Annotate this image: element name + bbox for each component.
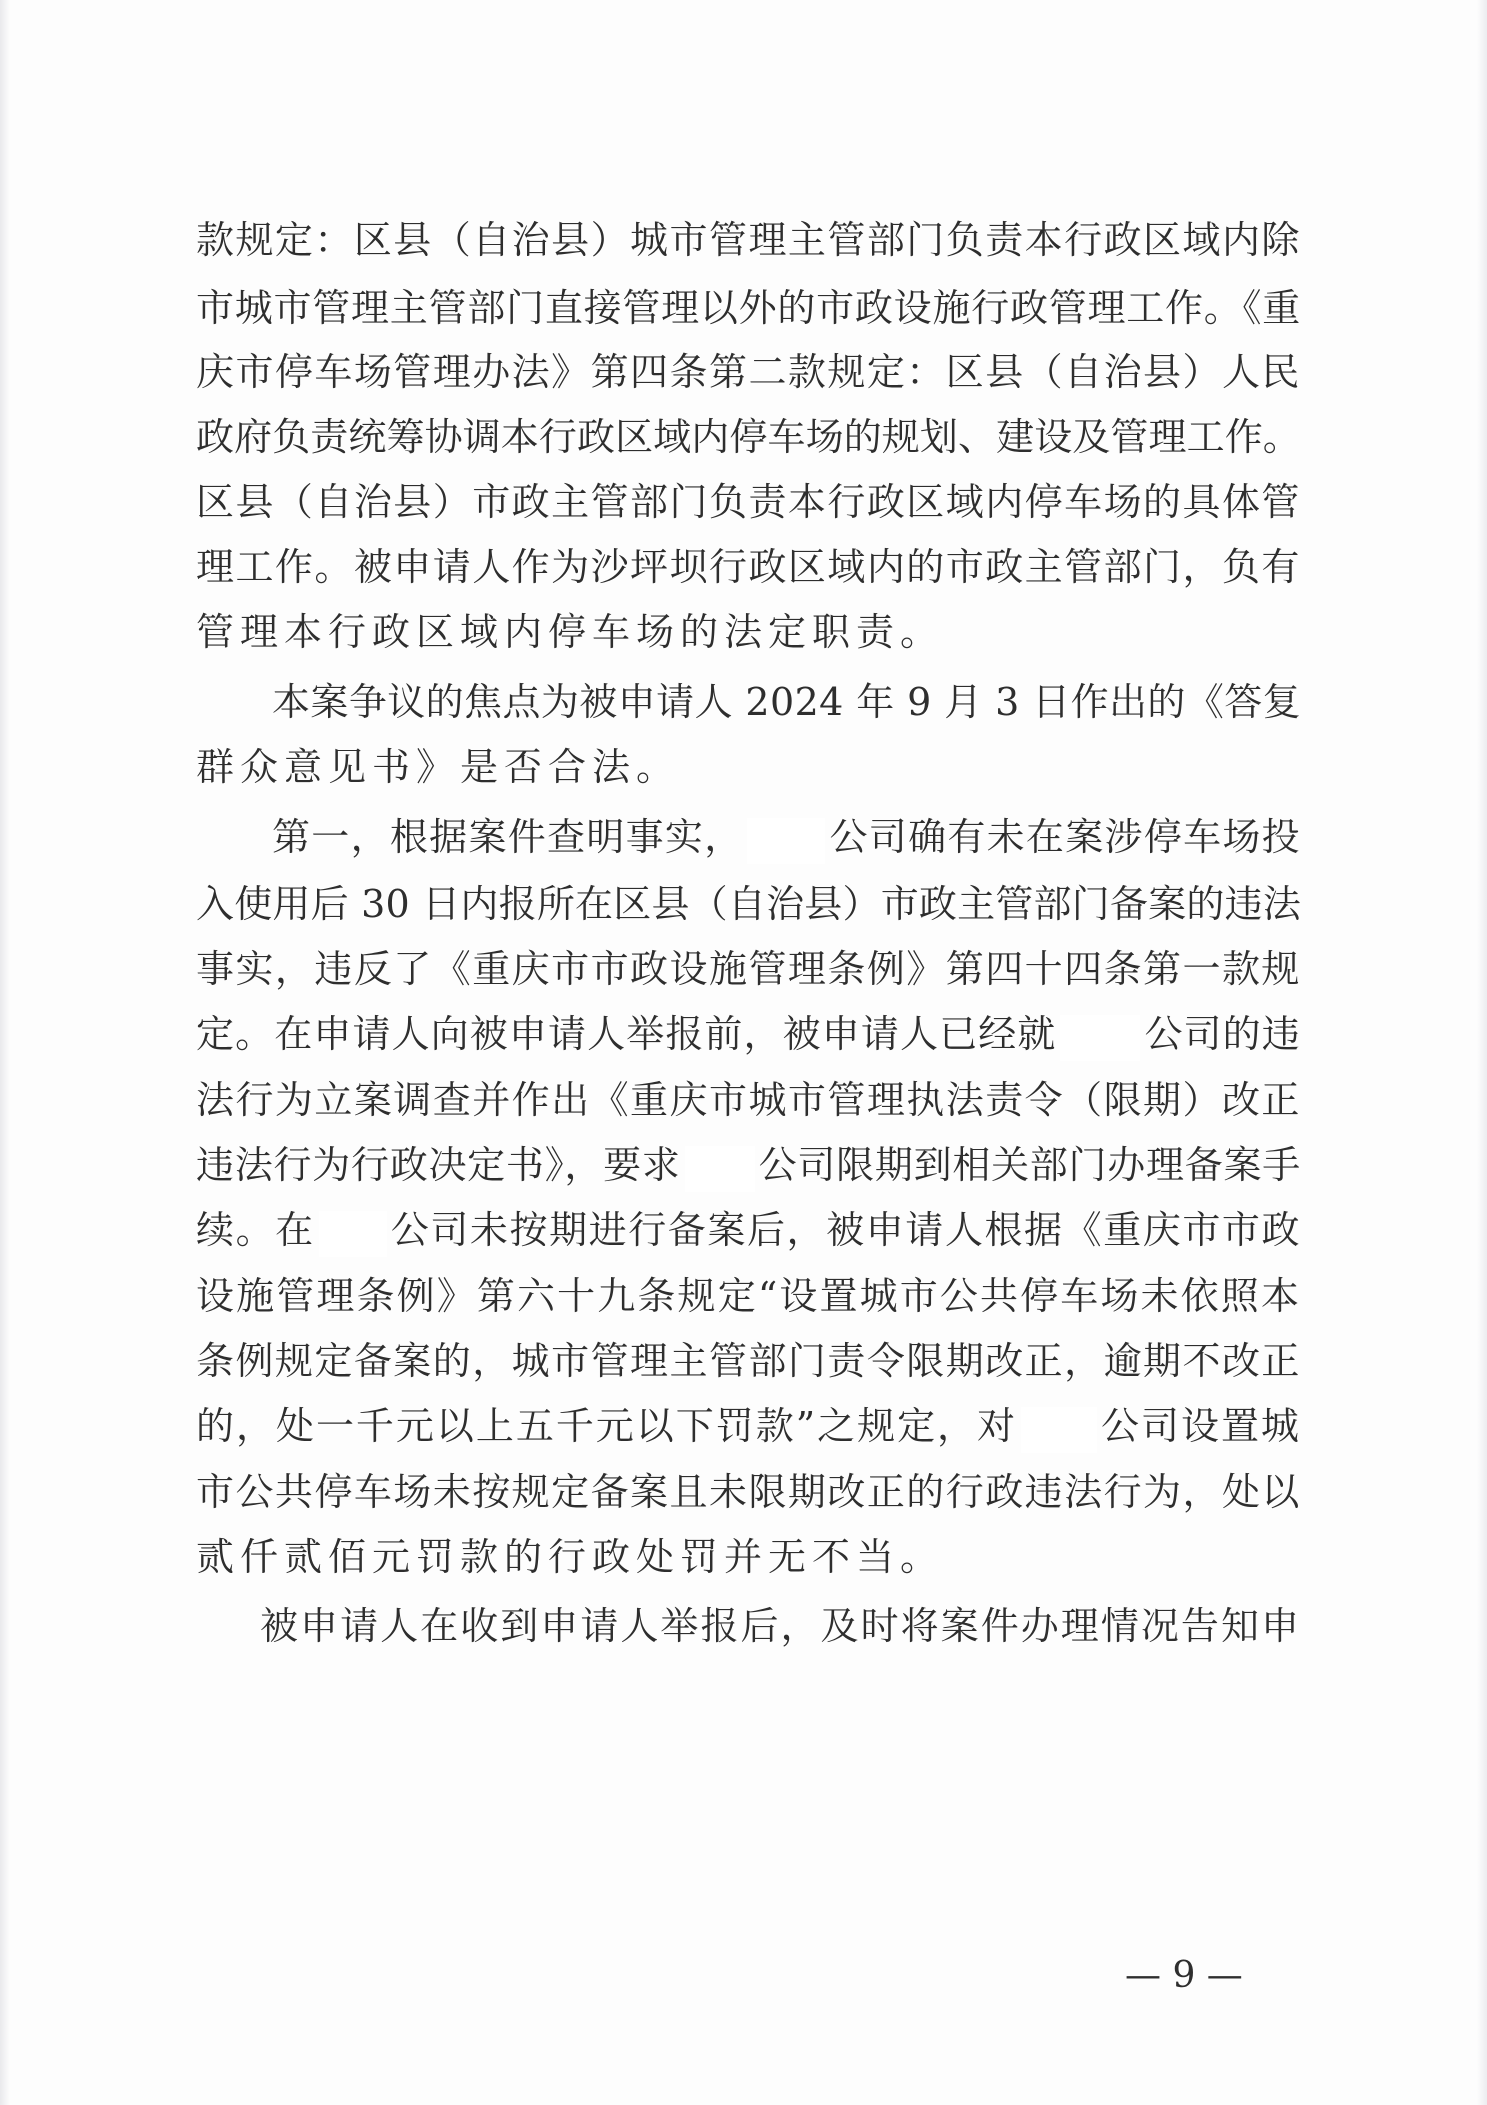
text-line xyxy=(196,545,1301,589)
text-line xyxy=(196,745,1301,789)
text-segment: 续。在 xyxy=(196,1208,315,1252)
text-line xyxy=(196,947,1301,991)
text-segment: 公司设置城 xyxy=(1101,1404,1301,1448)
text-line xyxy=(196,350,1301,394)
text-line xyxy=(196,815,1301,859)
text-segment: 条例规定备案的，城市管理主管部门责令限期改正，逾期不改正 xyxy=(196,1339,1301,1383)
text-line xyxy=(196,1012,1301,1056)
text-segment: 市公共停车场未按规定备案且未限期改正的行政违法行为，处以 xyxy=(196,1470,1301,1514)
text-line xyxy=(196,1604,1301,1648)
text-line xyxy=(196,1208,1301,1252)
text-line xyxy=(196,1143,1301,1187)
text-segment: 公司的违 xyxy=(1144,1012,1301,1056)
text-segment: 管理本行政区域内停车场的法定职责。 xyxy=(196,610,945,654)
text-line xyxy=(196,218,1301,262)
text-segment: 设施管理条例》第六十九条规定“设置城市公共停车场未依照本 xyxy=(196,1274,1302,1318)
text-segment: 贰仟贰佰元罚款的行政处罚并无不当。 xyxy=(196,1535,945,1579)
page-number: — 9 — xyxy=(1125,1955,1243,1996)
text-segment: 定。在申请人向被申请人举报前，被申请人已经就 xyxy=(196,1012,1057,1056)
text-segment: 入使用后 30 日内报所在区县（自治县）市政主管部门备案的违法 xyxy=(196,882,1302,926)
text-line xyxy=(196,882,1301,926)
text-line xyxy=(196,1535,1301,1579)
text-line xyxy=(196,415,1301,459)
text-segment: 本案争议的焦点为被申请人 2024 年 9 月 3 日作出的《答复 xyxy=(272,680,1302,724)
text-line xyxy=(196,1274,1301,1318)
text-segment: 群众意见书》是否合法。 xyxy=(196,745,681,789)
text-line xyxy=(196,480,1301,524)
text-line xyxy=(196,610,1301,654)
text-line xyxy=(196,680,1301,724)
text-segment: 公司未按期进行备案后，被申请人根据《重庆市市政 xyxy=(390,1208,1302,1252)
text-line xyxy=(196,1470,1301,1514)
redaction-block xyxy=(1021,1407,1097,1453)
text-segment: 违法行为行政决定书》，要求 xyxy=(196,1143,681,1187)
redaction-block xyxy=(319,1211,387,1257)
redaction-block xyxy=(747,818,825,864)
text-segment: 公司确有未在案涉停车场投 xyxy=(829,815,1301,859)
text-segment: 第一，根据案件查明事实， xyxy=(272,815,744,859)
text-line xyxy=(196,1404,1301,1448)
text-line xyxy=(196,1078,1301,1122)
text-segment: 公司限期到相关部门办理备案手 xyxy=(758,1143,1301,1187)
text-segment: 市城市管理主管部门直接管理以外的市政设施行政管理工作。《重 xyxy=(196,286,1302,330)
scan-edge-right xyxy=(1477,0,1487,2105)
text-segment: 法行为立案调查并作出《重庆市城市管理执法责令（限期）改正 xyxy=(196,1078,1301,1122)
text-segment: 被申请人在收到申请人举报后，及时将案件办理情况告知申 xyxy=(260,1604,1302,1648)
text-segment: 区县（自治县）市政主管部门负责本行政区域内停车场的具体管 xyxy=(196,480,1301,524)
scan-edge-left xyxy=(0,0,10,2105)
text-segment: 款规定：区县（自治县）城市管理主管部门负责本行政区域内除 xyxy=(196,218,1301,262)
text-segment: 的，处一千元以上五千元以下罚款”之规定，对 xyxy=(196,1404,1018,1448)
text-segment: 事实，违反了《重庆市市政设施管理条例》第四十四条第一款规 xyxy=(196,947,1301,991)
text-segment: 政府负责统筹协调本行政区域内停车场的规划、建设及管理工作。 xyxy=(196,415,1301,459)
text-segment: 理工作。被申请人作为沙坪坝行政区域内的市政主管部门，负有 xyxy=(196,545,1301,589)
redaction-block xyxy=(1060,1015,1140,1061)
text-line xyxy=(196,286,1301,330)
text-line xyxy=(196,1339,1301,1383)
text-segment: 庆市停车场管理办法》第四条第二款规定：区县（自治县）人民 xyxy=(196,350,1301,394)
redaction-block xyxy=(685,1146,755,1192)
